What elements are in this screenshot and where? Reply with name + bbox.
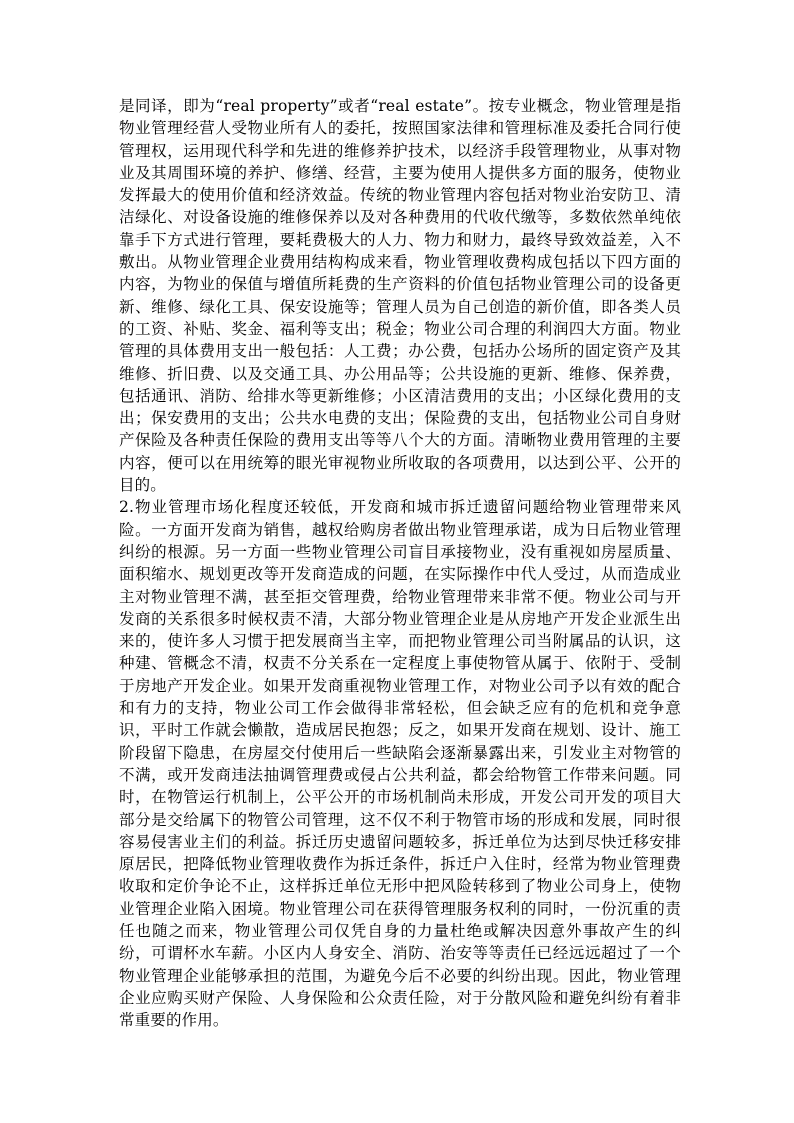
document-body (119, 95, 681, 1031)
paragraph-property-management-definition: 是同译，即为“real property”或者“real estate”。按专业概念，物业管理是指物业管理经营人受物业所有人的委托，按照国家法律和管理标准及委托合同行使管理权，运用现代科学和先进的维修养护技术，以经济手段管理物业，从事对物业及其周围环境的养护、修缮、经营，主要为使用人提供多方面的服务，使物业发挥最大的使用价值和经济效益。传统的物业管理内容包括对物业治安防卫、清洁绿化、对设备设施的维修保养以及对各种费用的代收代缴等，多数依然单纯依靠手下方式进行管理，要耗费极大的人力、物力和财力，最终导致效益差，入不敷出。从物业管理企业费用结构构成来看，物业管理收费构成包括以下四方面的内容，为物业的保值与增值所耗费的生产资料的价值包括物业管理公司的设备更新、维修、绿化工具、保安设施等；管理人员为自己创造的新价值，即各类人员的工资、补贴、奖金、福利等支出；税金；物业公司合理的利润四大方面。物业管理的具体费用支出一般包括：人工费；办公费，包括办公场所的固定资产及其维修、折旧费、以及交通工具、办公用品等；公共设施的更新、维修、保养费，包括通讯、消防、给排水等更新维修；小区清洁费用的支出；小区绿化费用的支出；保安费用的支出；公共水电费的支出；保险费的支出，包括物业公司自身财产保险及各种责任保险的费用支出等等八个大的方面。清晰物业费用管理的主要内容，便可以在用统筹的眼光审视物业所收取的各项费用，以达到公平、公开的目的。 (119, 97, 681, 495)
paragraph-market-risk: 2.物业管理市场化程度还较低，开发商和城市拆迁遗留问题给物业管理带来风险。一方面开发商为销售，越权给购房者做出物业管理承诺，成为日后物业管理纠纷的根源。另一方面一些物业管理公司盲目承接物业，没有重视如房屋质量、面积缩水、规划更改等开发商造成的问题，在实际操作中代人受过，从而造成业主对物业管理不满，甚至拒交管理费，给物业管理带来非常不便。物业公司与开发商的关系很多时候权责不清，大部分物业管理企业是从房地产开发企业派生出来的，使许多人习惯于把发展商当主宰，而把物业管理公司当附属品的认识，这种建、管概念不清，权责不分关系在一定程度上事使物管从属于、依附于、受制于房地产开发企业。如果开发商重视物业管理工作，对物业公司予以有效的配合和有力的支持，物业公司工作会做得非常轻松，但会缺乏应有的危机和竞争意识，平时工作就会懒散，造成居民抱怨；反之，如果开发商在规划、设计、施工阶段留下隐患，在房屋交付使用后一些缺陷会逐渐暴露出来，引发业主对物管的不满，或开发商违法抽调管理费或侵占公共利益，都会给物管工作带来问题。同时，在物管运行机制上，公平公开的市场机制尚未形成，开发公司开发的项目大部分是交给属下的物管公司管理，这不仅不利于物管市场的形成和发展，同时很容易侵害业主们的利益。拆迁历史遗留问题较多，拆迁单位为达到尽快迁移安排原居民，把降低物业管理收费作为拆迁条件，拆迁户入住时，经常为物业管理费收取和定价争论不止，这样拆迁单位无形中把风险转移到了物业公司身上，使物业管理企业陷入困境。物业管理公司在获得管理服务权利的同时，一份沉重的责任也随之而来，物业管理公司仅凭自身的力量杜绝或解决因意外事故产生的纠纷，可谓杯水车薪。小区内人身安全、消防、治安等等责任已经远远超过了一个物业管理企业能够承担的范围，为避免今后不必要的纠纷出现。因此，物业管理企业应购买财产保险、人身保险和公众责任险，对于分散风险和避免纠纷有着非常重要的作用。 (119, 498, 681, 1030)
